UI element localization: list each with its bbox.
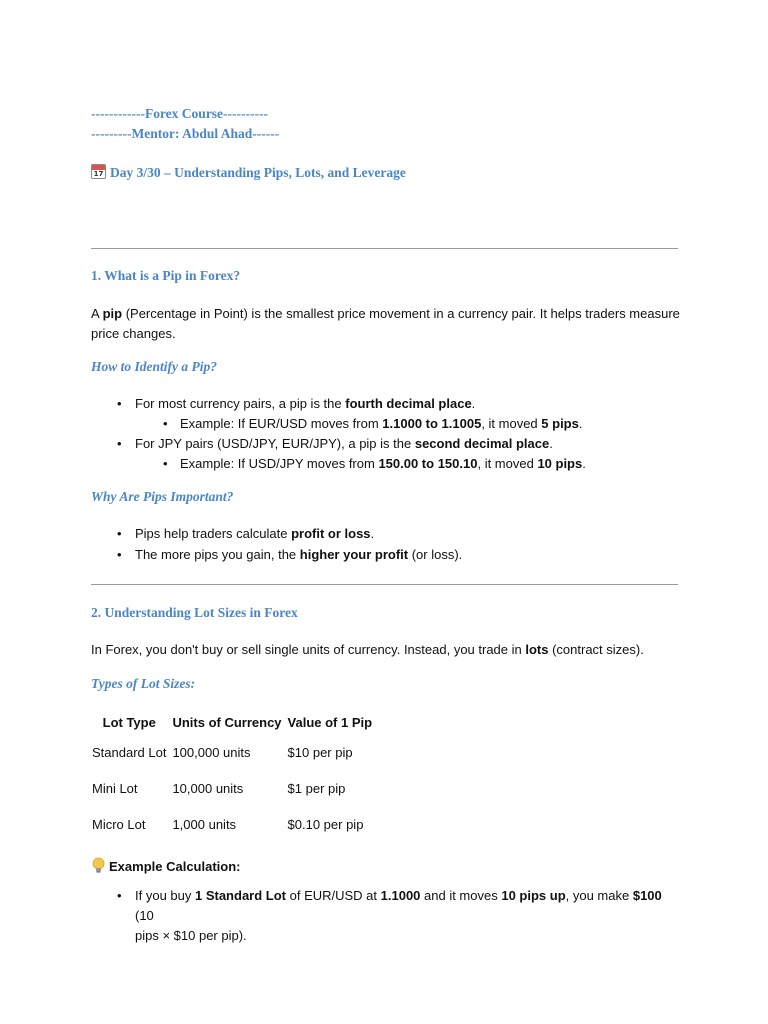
course-title-line: ------------Forex Course----------: [91, 106, 269, 121]
table-cell: 100,000 units: [172, 744, 251, 760]
calendar-icon: 17: [91, 164, 106, 179]
table-cell: $1 per pip: [287, 780, 346, 796]
list-item: For JPY pairs (USD/JPY, EUR/JPY), a pip is the second decimal place.: [135, 436, 553, 451]
table-cell: $10 per pip: [287, 744, 353, 760]
bullet-dot: •: [117, 547, 122, 562]
lightbulb-icon: [91, 857, 106, 874]
lot-sizes-table: [89, 711, 375, 842]
example-heading: Example Calculation:: [109, 859, 241, 874]
table-cell: Standard Lot: [92, 744, 167, 760]
table-row: [89, 806, 375, 842]
bullet-dot: •: [163, 456, 168, 471]
list-item: If you buy 1 Standard Lot of EUR/USD at 1.1000 and it moves 10 pips up, you make $100 (10 pips × $10 per pip).: [135, 888, 662, 943]
list-item: Example: If USD/JPY moves from 150.00 to 150.10, it moved 10 pips.: [180, 456, 586, 471]
list-item: Example: If EUR/USD moves from 1.1000 to 1.1005, it moved 5 pips.: [180, 416, 583, 431]
section2-heading: 2. Understanding Lot Sizes in Forex: [91, 605, 298, 620]
divider: [91, 584, 678, 585]
section1-intro: A pip (Percentage in Point) is the smallest price movement in a currency pair. It helps traders measure price changes.: [91, 306, 680, 341]
table-row: [89, 734, 375, 770]
table-header: Value of 1 Pip: [287, 715, 373, 730]
example-heading-line: [91, 857, 240, 876]
section1-heading: 1. What is a Pip in Forex?: [91, 268, 241, 283]
list-item: The more pips you gain, the higher your profit (or loss).: [135, 547, 463, 562]
list-item: Pips help traders calculate profit or loss.: [135, 526, 375, 541]
day-title-line: [91, 164, 406, 181]
why-pips-heading: Why Are Pips Important?: [91, 489, 234, 504]
table-cell: Mini Lot: [92, 780, 138, 796]
bullet-dot: •: [117, 526, 122, 541]
bullet-dot: •: [117, 436, 122, 451]
table-header: Lot Type: [102, 715, 156, 730]
lot-types-heading: Types of Lot Sizes:: [91, 676, 196, 691]
identify-pip-heading: How to Identify a Pip?: [91, 359, 217, 374]
table-row: [89, 770, 375, 806]
table-header-row: [89, 711, 375, 734]
divider: [91, 248, 678, 249]
mentor-line: ---------Mentor: Abdul Ahad------: [91, 126, 280, 141]
table-header: Units of Currency: [172, 715, 282, 730]
table-cell: $0.10 per pip: [287, 816, 364, 832]
list-item: For most currency pairs, a pip is the fourth decimal place.: [135, 396, 476, 411]
table-cell: 10,000 units: [172, 780, 244, 796]
day-title: Day 3/30 – Understanding Pips, Lots, and Leverage: [110, 165, 406, 180]
table-cell: Micro Lot: [92, 816, 146, 832]
bullet-dot: •: [163, 416, 168, 431]
section2-intro: In Forex, you don't buy or sell single units of currency. Instead, you trade in lots (contract sizes).: [91, 642, 644, 657]
table-cell: 1,000 units: [172, 816, 237, 832]
bullet-dot: •: [117, 888, 122, 903]
bullet-dot: •: [117, 396, 122, 411]
